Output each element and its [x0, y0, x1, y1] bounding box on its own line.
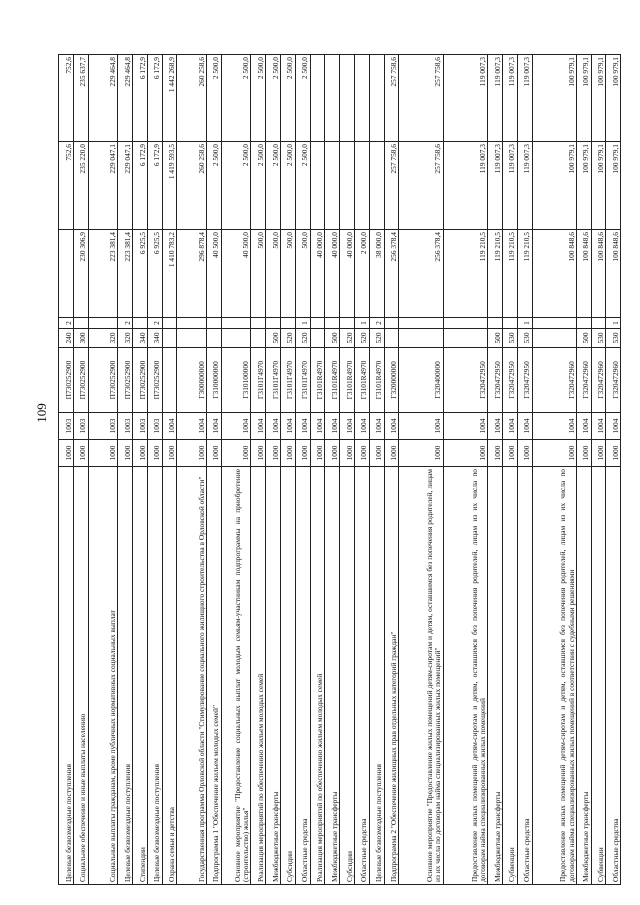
row-expense-type: 520 [354, 329, 369, 348]
row-value-year1: 100 848,6 [532, 230, 576, 318]
row-source-code [443, 318, 487, 329]
row-target-article: Г3101R4970 [325, 348, 340, 413]
table-row [147, 55, 162, 885]
row-source-code [532, 318, 576, 329]
row-value-year3: 100 979,1 [576, 55, 591, 142]
row-value-year1: 256 378,4 [399, 230, 443, 318]
row-razdel: 1000 [576, 440, 591, 467]
row-target-article: Г310100000 [221, 348, 251, 413]
row-podrazdel: 1004 [221, 413, 251, 440]
row-podrazdel: 1004 [251, 413, 266, 440]
row-value-year1: 40 500,0 [221, 230, 251, 318]
row-target-article: Г320472960 [591, 348, 606, 413]
row-value-year1: 223 381,4 [88, 230, 118, 318]
row-expense-type: 520 [340, 329, 355, 348]
row-value-year2: 2 500,0 [266, 142, 281, 230]
row-razdel: 1000 [118, 440, 133, 467]
row-name: Субвенции [591, 467, 606, 885]
row-name: Межбюджетные трансферты [488, 467, 503, 885]
row-name: Основное мероприятие "Предоставление социальных выплат молодым семьям-участникам подпрограммы на приобретение (строительство) жилья" [221, 467, 251, 885]
row-source-code [280, 318, 295, 329]
row-value-year1: 256 378,4 [384, 230, 399, 318]
row-target-article: П730252900 [59, 348, 74, 413]
row-value-year3: 6 172,9 [132, 55, 147, 142]
row-value-year2: 2 500,0 [221, 142, 251, 230]
row-target-article: Г3101Г4970 [295, 348, 310, 413]
row-value-year1: 223 381,4 [118, 230, 133, 318]
table-row [532, 55, 576, 885]
row-value-year2: 100 979,1 [576, 142, 591, 230]
row-value-year1: 230 306,9 [73, 230, 88, 318]
row-name: Межбюджетные трансферты [266, 467, 281, 885]
row-value-year3: 235 637,7 [73, 55, 88, 142]
row-expense-type [384, 329, 399, 348]
row-podrazdel: 1003 [147, 413, 162, 440]
row-value-year3: 2 500,0 [266, 55, 281, 142]
row-expense-type [310, 329, 325, 348]
budget-table [58, 54, 621, 885]
row-value-year1: 119 210,5 [502, 230, 517, 318]
row-expense-type: 520 [280, 329, 295, 348]
row-target-article: П730252900 [88, 348, 118, 413]
row-value-year3: 229 464,8 [88, 55, 118, 142]
row-source-code: 2 [369, 318, 384, 329]
row-value-year2: 100 979,1 [591, 142, 606, 230]
row-value-year3: 119 007,3 [443, 55, 487, 142]
row-target-article: Г3101R4970 [354, 348, 369, 413]
row-podrazdel: 1004 [606, 413, 621, 440]
table-row [399, 55, 443, 885]
row-name: Областные средства [354, 467, 369, 885]
row-source-code: 1 [606, 318, 621, 329]
row-source-code [88, 318, 118, 329]
row-expense-type: 320 [118, 329, 133, 348]
row-value-year3: 6 172,9 [147, 55, 162, 142]
row-value-year1: 119 210,5 [488, 230, 503, 318]
row-name: Областные средства [606, 467, 621, 885]
row-expense-type: 500 [576, 329, 591, 348]
row-razdel: 1000 [59, 440, 74, 467]
row-value-year3: 100 979,1 [606, 55, 621, 142]
table-row [384, 55, 399, 885]
row-value-year3 [340, 55, 355, 142]
row-name: Предоставление жилых помещений детям-сиротам и детям, оставшимся без попечения родителей, лицам из их числа по договорам найма специализированных жилых помещений в соответствии с судебными решениями [532, 467, 576, 885]
row-podrazdel: 1003 [73, 413, 88, 440]
row-value-year3: 2 500,0 [206, 55, 221, 142]
table-row [88, 55, 118, 885]
row-name: Целевые безвозмездные поступления [118, 467, 133, 885]
row-target-article [162, 348, 177, 413]
row-razdel: 1000 [221, 440, 251, 467]
row-name: Социальное обеспечение и иные выплаты населению [73, 467, 88, 885]
row-value-year3: 100 979,1 [532, 55, 576, 142]
row-value-year1: 500,0 [266, 230, 281, 318]
row-podrazdel: 1004 [280, 413, 295, 440]
row-expense-type [162, 329, 177, 348]
row-razdel: 1000 [325, 440, 340, 467]
row-razdel: 1000 [206, 440, 221, 467]
row-podrazdel: 1004 [295, 413, 310, 440]
table-row [73, 55, 88, 885]
table-row [280, 55, 295, 885]
row-podrazdel: 1004 [162, 413, 177, 440]
row-target-article: Г320472950 [502, 348, 517, 413]
row-value-year2: 2 500,0 [280, 142, 295, 230]
row-value-year3: 260 258,6 [177, 55, 207, 142]
page-number: 109 [33, 403, 49, 423]
row-value-year1 [59, 230, 74, 318]
row-podrazdel: 1004 [443, 413, 487, 440]
row-value-year2: 100 979,1 [532, 142, 576, 230]
row-podrazdel: 1004 [576, 413, 591, 440]
row-source-code: 2 [147, 318, 162, 329]
row-value-year2 [310, 142, 325, 230]
row-podrazdel: 1004 [310, 413, 325, 440]
row-value-year2: 119 007,3 [443, 142, 487, 230]
row-expense-type: 320 [88, 329, 118, 348]
row-value-year2 [354, 142, 369, 230]
row-razdel: 1000 [488, 440, 503, 467]
row-value-year1: 100 848,6 [606, 230, 621, 318]
row-razdel: 1000 [532, 440, 576, 467]
row-source-code [177, 318, 207, 329]
rotated-table-container [58, 55, 620, 885]
row-razdel: 1000 [443, 440, 487, 467]
row-name: Целевые безвозмездные поступления [59, 467, 74, 885]
table-row [443, 55, 487, 885]
row-value-year1: 38 000,0 [369, 230, 384, 318]
row-value-year2: 2 500,0 [251, 142, 266, 230]
row-value-year3: 257 758,6 [399, 55, 443, 142]
row-target-article: Г320400000 [399, 348, 443, 413]
row-source-code [310, 318, 325, 329]
row-podrazdel: 1004 [206, 413, 221, 440]
row-expense-type: 530 [591, 329, 606, 348]
table-row [369, 55, 384, 885]
row-source-code [221, 318, 251, 329]
row-source-code: 1 [354, 318, 369, 329]
row-name: Подпрограмма 2 "Обеспечение жилищных прав отдельных категорий граждан" [384, 467, 399, 885]
row-value-year3: 119 007,3 [502, 55, 517, 142]
row-target-article: Г3101R4970 [369, 348, 384, 413]
table-row [295, 55, 310, 885]
row-value-year2: 2 500,0 [295, 142, 310, 230]
table-row [266, 55, 281, 885]
table-row [591, 55, 606, 885]
row-target-article: П730252900 [132, 348, 147, 413]
row-podrazdel: 1004 [369, 413, 384, 440]
row-source-code [325, 318, 340, 329]
row-source-code [488, 318, 503, 329]
row-source-code [502, 318, 517, 329]
row-expense-type: 300 [73, 329, 88, 348]
table-row [221, 55, 251, 885]
row-value-year2: 235 220,0 [73, 142, 88, 230]
row-target-article: Г320472950 [488, 348, 503, 413]
row-name: Целевые безвозмездные поступления [369, 467, 384, 885]
row-name: Целевые безвозмездные поступления [147, 467, 162, 885]
row-razdel: 1000 [251, 440, 266, 467]
row-value-year1: 6 925,5 [147, 230, 162, 318]
table-row [118, 55, 133, 885]
budget-table-body [59, 55, 621, 885]
row-razdel: 1000 [591, 440, 606, 467]
row-source-code [132, 318, 147, 329]
row-value-year2: 257 758,6 [384, 142, 399, 230]
row-value-year2: 260 258,6 [177, 142, 207, 230]
row-value-year1: 6 925,5 [132, 230, 147, 318]
row-name: Субвенции [502, 467, 517, 885]
row-razdel: 1000 [354, 440, 369, 467]
row-value-year3 [369, 55, 384, 142]
row-source-code [340, 318, 355, 329]
row-podrazdel: 1004 [399, 413, 443, 440]
row-value-year3: 2 500,0 [280, 55, 295, 142]
row-podrazdel: 1004 [517, 413, 532, 440]
table-row [325, 55, 340, 885]
row-target-article: П730252900 [73, 348, 88, 413]
row-source-code [162, 318, 177, 329]
row-expense-type: 530 [502, 329, 517, 348]
row-podrazdel: 1004 [340, 413, 355, 440]
row-expense-type: 500 [488, 329, 503, 348]
row-target-article: Г300000000 [177, 348, 207, 413]
row-value-year3 [354, 55, 369, 142]
row-value-year1: 100 848,6 [591, 230, 606, 318]
row-value-year1: 40 000,0 [310, 230, 325, 318]
row-value-year1: 40 000,0 [325, 230, 340, 318]
row-value-year1: 119 210,5 [517, 230, 532, 318]
row-source-code [251, 318, 266, 329]
row-name: Охрана семьи и детства [162, 467, 177, 885]
row-value-year3: 2 500,0 [295, 55, 310, 142]
row-target-article: Г320472960 [576, 348, 591, 413]
row-value-year3: 752,6 [59, 55, 74, 142]
table-row [340, 55, 355, 885]
row-target-article: Г320472950 [517, 348, 532, 413]
table-row [354, 55, 369, 885]
row-source-code: 2 [118, 318, 133, 329]
row-target-article: Г320472950 [443, 348, 487, 413]
table-row [251, 55, 266, 885]
row-value-year1: 119 210,5 [443, 230, 487, 318]
row-target-article: Г320000000 [384, 348, 399, 413]
row-value-year3: 1 442 268,9 [162, 55, 177, 142]
row-name: Областные средства [517, 467, 532, 885]
table-row [162, 55, 177, 885]
row-razdel: 1000 [369, 440, 384, 467]
row-expense-type: 520 [295, 329, 310, 348]
row-expense-type: 530 [606, 329, 621, 348]
row-razdel: 1000 [266, 440, 281, 467]
row-target-article: Г320472960 [532, 348, 576, 413]
row-value-year2: 752,6 [59, 142, 74, 230]
row-razdel: 1000 [517, 440, 532, 467]
row-expense-type: 530 [517, 329, 532, 348]
row-value-year1: 40 000,0 [340, 230, 355, 318]
row-target-article: П730252900 [118, 348, 133, 413]
row-value-year2: 6 172,9 [132, 142, 147, 230]
row-name: Социальные выплаты гражданам, кроме публичных нормативных социальных выплат [88, 467, 118, 885]
row-source-code: 1 [517, 318, 532, 329]
row-name: Межбюджетные трансферты [325, 467, 340, 885]
row-value-year3: 229 464,8 [118, 55, 133, 142]
row-value-year2: 257 758,6 [399, 142, 443, 230]
row-value-year2: 119 007,3 [517, 142, 532, 230]
row-value-year1: 100 848,6 [576, 230, 591, 318]
row-value-year3: 2 500,0 [221, 55, 251, 142]
row-source-code [591, 318, 606, 329]
row-podrazdel: 1004 [488, 413, 503, 440]
row-podrazdel: 1004 [266, 413, 281, 440]
row-razdel: 1000 [502, 440, 517, 467]
row-razdel: 1000 [384, 440, 399, 467]
row-source-code [384, 318, 399, 329]
row-podrazdel: 1004 [532, 413, 576, 440]
row-razdel: 1000 [147, 440, 162, 467]
row-value-year3: 2 500,0 [251, 55, 266, 142]
row-podrazdel: 1004 [177, 413, 207, 440]
row-expense-type: 500 [325, 329, 340, 348]
row-value-year1: 2 000,0 [354, 230, 369, 318]
row-value-year2: 229 047,1 [118, 142, 133, 230]
row-name: Реализация мероприятий по обеспечению жильем молодых семей [251, 467, 266, 885]
row-expense-type: 340 [147, 329, 162, 348]
row-value-year3 [325, 55, 340, 142]
row-target-article: Г310000000 [206, 348, 221, 413]
table-row [502, 55, 517, 885]
table-row [177, 55, 207, 885]
row-podrazdel: 1004 [502, 413, 517, 440]
table-row [576, 55, 591, 885]
row-target-article: Г320472960 [606, 348, 621, 413]
row-source-code [266, 318, 281, 329]
row-target-article: Г3101R4970 [340, 348, 355, 413]
row-podrazdel: 1003 [118, 413, 133, 440]
row-expense-type [251, 329, 266, 348]
row-value-year3: 100 979,1 [591, 55, 606, 142]
row-razdel: 1000 [340, 440, 355, 467]
rotated-page [58, 55, 620, 885]
row-value-year2: 1 419 593,5 [162, 142, 177, 230]
row-podrazdel: 1004 [354, 413, 369, 440]
row-value-year3 [310, 55, 325, 142]
row-source-code [576, 318, 591, 329]
row-value-year3: 119 007,3 [517, 55, 532, 142]
row-value-year2 [369, 142, 384, 230]
row-expense-type: 520 [369, 329, 384, 348]
row-target-article: Г3101Г4970 [266, 348, 281, 413]
row-value-year3: 119 007,3 [488, 55, 503, 142]
row-expense-type [206, 329, 221, 348]
table-row [488, 55, 503, 885]
row-razdel: 1000 [88, 440, 118, 467]
row-expense-type [221, 329, 251, 348]
row-name: Стипендии [132, 467, 147, 885]
table-row [606, 55, 621, 885]
row-razdel: 1000 [310, 440, 325, 467]
row-podrazdel: 1004 [325, 413, 340, 440]
row-expense-type: 500 [266, 329, 281, 348]
row-razdel: 1000 [280, 440, 295, 467]
row-source-code: 1 [295, 318, 310, 329]
row-name: Государственная программа Орловской области "Стимулирование социального жилищного строительства в Орловской области" [177, 467, 207, 885]
row-name: Межбюджетные трансферты [576, 467, 591, 885]
row-expense-type [532, 329, 576, 348]
row-value-year2: 119 007,3 [502, 142, 517, 230]
row-name: Подпрограмма 1 "Обеспечение жильем молодых семей" [206, 467, 221, 885]
row-value-year2: 100 979,1 [606, 142, 621, 230]
row-name: Реализация мероприятий по обеспечению жильем молодых семей [310, 467, 325, 885]
row-value-year2 [340, 142, 355, 230]
row-value-year2 [325, 142, 340, 230]
row-value-year1: 296 878,4 [177, 230, 207, 318]
row-expense-type [177, 329, 207, 348]
row-razdel: 1000 [132, 440, 147, 467]
row-value-year3: 257 758,6 [384, 55, 399, 142]
row-name: Областные средства [295, 467, 310, 885]
row-razdel: 1000 [177, 440, 207, 467]
row-expense-type: 240 [59, 329, 74, 348]
table-row [206, 55, 221, 885]
row-razdel: 1000 [399, 440, 443, 467]
row-razdel: 1000 [295, 440, 310, 467]
row-target-article: Г3101R4970 [310, 348, 325, 413]
row-razdel: 1000 [606, 440, 621, 467]
row-source-code [206, 318, 221, 329]
row-podrazdel: 1003 [132, 413, 147, 440]
row-target-article: Г3101Г4970 [251, 348, 266, 413]
row-name: Основное мероприятие "Предоставление жилых помещений детям-сиротам и детям, оставшимся без попечения родителей, лицам из их числа по договорам найма специализированных жилых помещений" [399, 467, 443, 885]
row-podrazdel: 1003 [59, 413, 74, 440]
row-expense-type [399, 329, 443, 348]
row-source-code [399, 318, 443, 329]
row-value-year2: 2 500,0 [206, 142, 221, 230]
row-podrazdel: 1004 [384, 413, 399, 440]
row-value-year1: 40 500,0 [206, 230, 221, 318]
row-source-code [73, 318, 88, 329]
row-expense-type: 340 [132, 329, 147, 348]
row-podrazdel: 1003 [88, 413, 118, 440]
row-razdel: 1000 [73, 440, 88, 467]
row-value-year1: 1 410 783,2 [162, 230, 177, 318]
row-value-year1: 500,0 [280, 230, 295, 318]
row-value-year2: 229 047,1 [88, 142, 118, 230]
row-name: Субсидии [280, 467, 295, 885]
row-razdel: 1000 [162, 440, 177, 467]
table-row [132, 55, 147, 885]
row-name: Субсидии [340, 467, 355, 885]
row-value-year2: 6 172,9 [147, 142, 162, 230]
row-value-year2: 119 007,3 [488, 142, 503, 230]
row-value-year1: 500,0 [295, 230, 310, 318]
row-expense-type [443, 329, 487, 348]
row-target-article: П730252900 [147, 348, 162, 413]
table-row [59, 55, 74, 885]
row-name: Предоставление жилых помещений детям-сиротам и детям, оставшимся без попечения родителей, лицам из их числа по договорам найма специализированных жилых помещений [443, 467, 487, 885]
table-row [517, 55, 532, 885]
row-source-code: 2 [59, 318, 74, 329]
row-podrazdel: 1004 [591, 413, 606, 440]
table-row [310, 55, 325, 885]
row-target-article: Г3101Г4970 [280, 348, 295, 413]
row-value-year1: 500,0 [251, 230, 266, 318]
